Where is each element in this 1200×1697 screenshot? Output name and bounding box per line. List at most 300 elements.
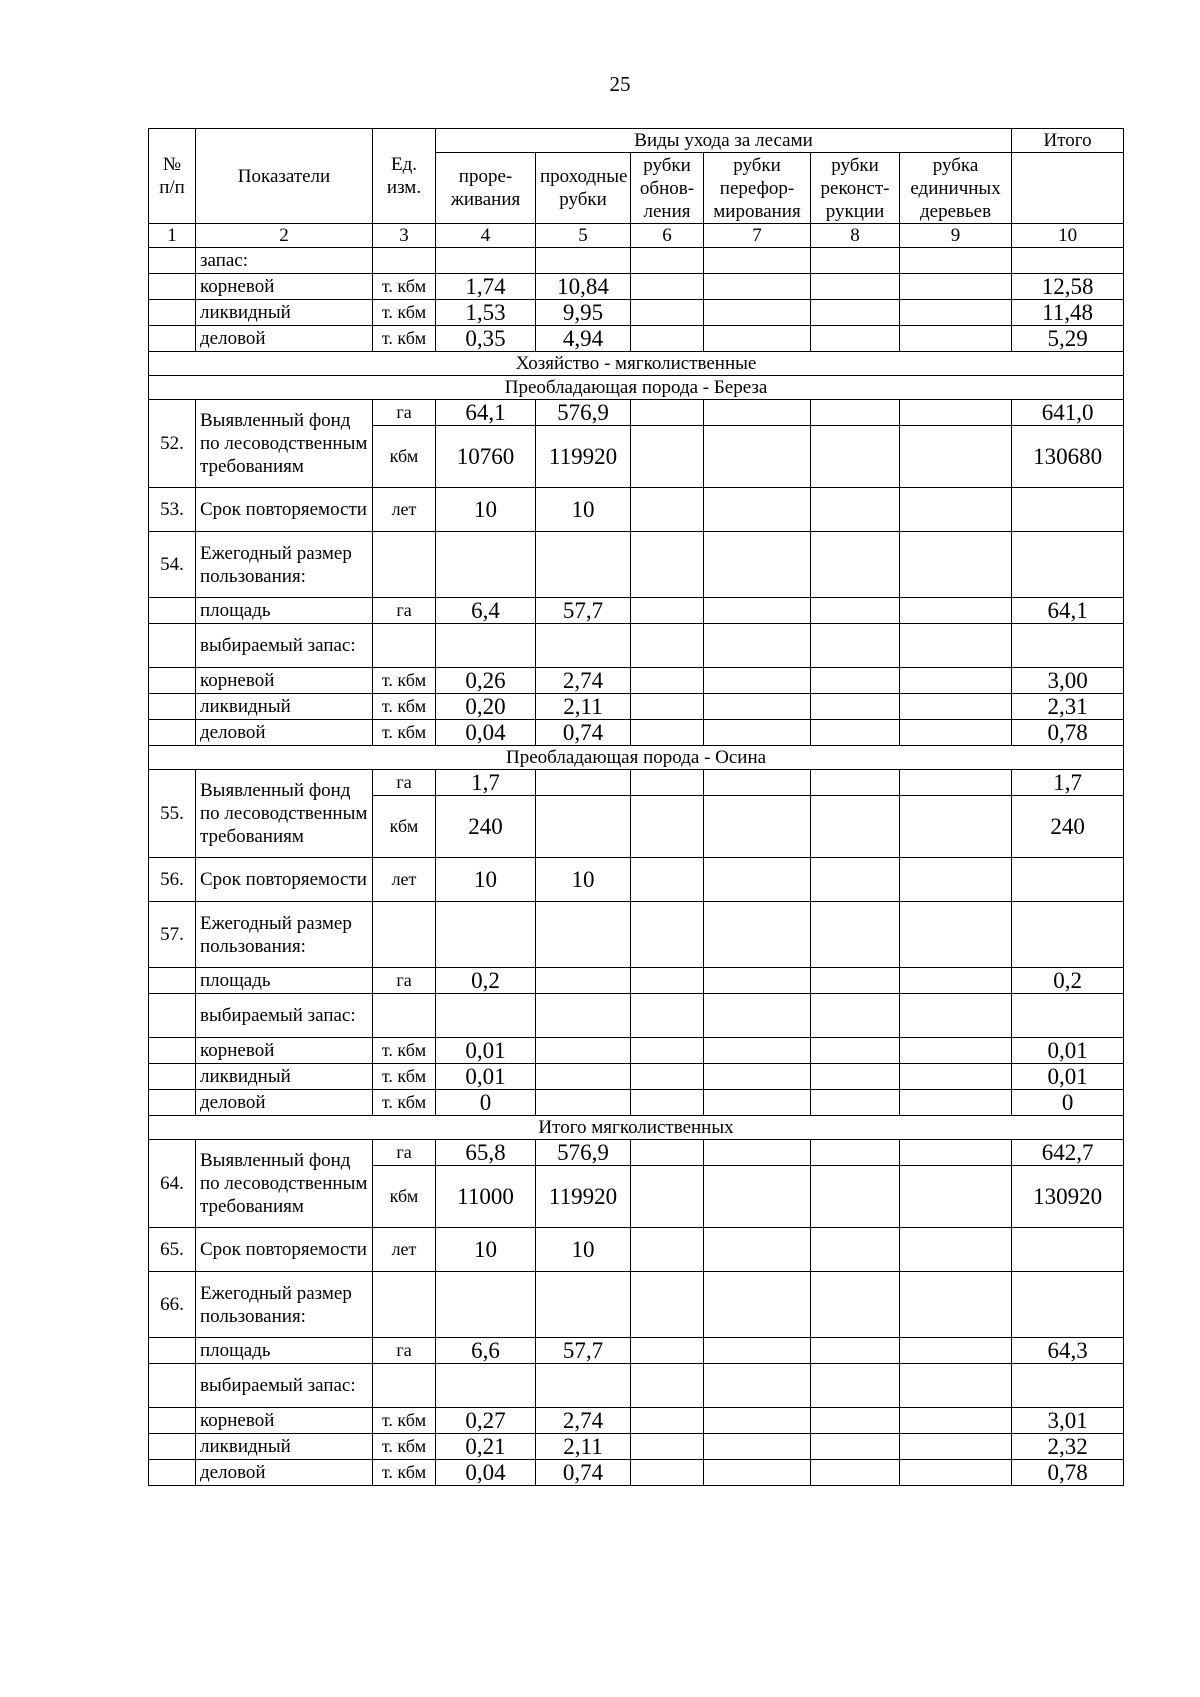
- row-unit: лет: [373, 858, 436, 902]
- table-row: [149, 532, 1124, 598]
- value-total: 64,1: [1012, 598, 1124, 624]
- row-number: [149, 1338, 196, 1364]
- value-thinning: 0,27: [436, 1408, 536, 1434]
- value-thinning: 0: [436, 1090, 536, 1116]
- header-column-numbers: [149, 224, 1124, 248]
- row-unit: т. кбм: [373, 1038, 436, 1064]
- value-total: 3,01: [1012, 1408, 1124, 1434]
- row-unit: кбм: [373, 1166, 436, 1228]
- column-number: 5: [536, 224, 631, 248]
- empty-cell: [704, 300, 811, 326]
- column-number: 3: [373, 224, 436, 248]
- row-number: [149, 994, 196, 1038]
- empty-cell: [811, 300, 900, 326]
- value-thinning: 10: [436, 1228, 536, 1272]
- section-title: Преобладающая порода - Осина: [149, 746, 1124, 770]
- empty-cell: [631, 1090, 704, 1116]
- value-thinning: 1,74: [436, 274, 536, 300]
- row-label: ликвидный: [196, 1434, 373, 1460]
- value-thinning: 240: [436, 796, 536, 858]
- header-type-thinning: проре-живания: [436, 153, 536, 224]
- empty-cell: [811, 426, 900, 488]
- row-unit: кбм: [373, 426, 436, 488]
- value-passage-cutting: 0,74: [536, 720, 631, 746]
- row-unit: [373, 248, 436, 274]
- empty-cell: [631, 1364, 704, 1408]
- header-type-passage-cutting: проходные рубки: [536, 153, 631, 224]
- row-label: деловой: [196, 1460, 373, 1486]
- empty-cell: [704, 248, 811, 274]
- value-total: [1012, 858, 1124, 902]
- row-unit: лет: [373, 488, 436, 532]
- value-total: 12,58: [1012, 274, 1124, 300]
- empty-cell: [811, 720, 900, 746]
- row-number: [149, 300, 196, 326]
- empty-cell: [900, 326, 1012, 352]
- value-passage-cutting: 10: [536, 1228, 631, 1272]
- row-label: Ежегодный размер пользования:: [196, 532, 373, 598]
- empty-cell: [631, 694, 704, 720]
- value-passage-cutting: 4,94: [536, 326, 631, 352]
- row-unit: [373, 1364, 436, 1408]
- value-passage-cutting: 2,74: [536, 1408, 631, 1434]
- row-number: [149, 1434, 196, 1460]
- empty-cell: [704, 720, 811, 746]
- table-row: [149, 902, 1124, 968]
- row-number: 66.: [149, 1272, 196, 1338]
- empty-cell: [900, 858, 1012, 902]
- empty-cell: [811, 968, 900, 994]
- empty-cell: [631, 532, 704, 598]
- empty-cell: [811, 1038, 900, 1064]
- row-unit: кбм: [373, 796, 436, 858]
- empty-cell: [900, 694, 1012, 720]
- row-label: корневой: [196, 1408, 373, 1434]
- empty-cell: [631, 1272, 704, 1338]
- empty-cell: [900, 1408, 1012, 1434]
- row-unit: т. кбм: [373, 668, 436, 694]
- value-total: [1012, 1228, 1124, 1272]
- value-thinning: 1,53: [436, 300, 536, 326]
- row-label: площадь: [196, 598, 373, 624]
- empty-cell: [900, 1272, 1012, 1338]
- section-row: [149, 376, 1124, 400]
- empty-cell: [900, 426, 1012, 488]
- empty-cell: [631, 770, 704, 796]
- value-passage-cutting: 9,95: [536, 300, 631, 326]
- table-row: [149, 400, 1124, 426]
- empty-cell: [631, 300, 704, 326]
- empty-cell: [900, 1038, 1012, 1064]
- row-unit: т. кбм: [373, 300, 436, 326]
- empty-cell: [704, 1338, 811, 1364]
- empty-cell: [811, 994, 900, 1038]
- empty-cell: [631, 598, 704, 624]
- section-row: [149, 352, 1124, 376]
- row-unit: т. кбм: [373, 694, 436, 720]
- row-label: ликвидный: [196, 300, 373, 326]
- value-passage-cutting: [536, 248, 631, 274]
- value-thinning: 0,04: [436, 720, 536, 746]
- row-label: Срок повторяемости: [196, 1228, 373, 1272]
- empty-cell: [811, 694, 900, 720]
- empty-cell: [900, 1338, 1012, 1364]
- column-number: 9: [900, 224, 1012, 248]
- value-total: [1012, 488, 1124, 532]
- column-number: 1: [149, 224, 196, 248]
- header-col-num: № п/п: [149, 129, 196, 224]
- empty-cell: [631, 668, 704, 694]
- table-row: [149, 326, 1124, 352]
- row-unit: га: [373, 400, 436, 426]
- value-passage-cutting: [536, 994, 631, 1038]
- empty-cell: [704, 1272, 811, 1338]
- empty-cell: [900, 400, 1012, 426]
- value-total: [1012, 532, 1124, 598]
- empty-cell: [631, 902, 704, 968]
- value-thinning: 6,4: [436, 598, 536, 624]
- value-total: 2,32: [1012, 1434, 1124, 1460]
- empty-cell: [704, 426, 811, 488]
- row-unit: т. кбм: [373, 1434, 436, 1460]
- row-number: [149, 1364, 196, 1408]
- section-title: Итого мягколиственных: [149, 1116, 1124, 1140]
- empty-cell: [811, 1090, 900, 1116]
- header-group-care-types: Виды ухода за лесами: [436, 129, 1012, 153]
- value-total: [1012, 994, 1124, 1038]
- row-number: [149, 1408, 196, 1434]
- empty-cell: [811, 902, 900, 968]
- empty-cell: [900, 1090, 1012, 1116]
- row-number: [149, 274, 196, 300]
- empty-cell: [704, 694, 811, 720]
- value-thinning: 0,26: [436, 668, 536, 694]
- section-row: [149, 746, 1124, 770]
- empty-cell: [704, 1166, 811, 1228]
- header-type-renewal-cutting: рубки обнов-ления: [631, 153, 704, 224]
- value-thinning: 0,01: [436, 1038, 536, 1064]
- header-type-reformation-cutting: рубки перефор-мирования: [704, 153, 811, 224]
- empty-cell: [704, 968, 811, 994]
- empty-cell: [900, 796, 1012, 858]
- header-type-reconstruction-cutting: рубки реконст-рукции: [811, 153, 900, 224]
- value-passage-cutting: 10: [536, 858, 631, 902]
- row-label: Выявленный фонд по лесоводственным требованиям: [196, 770, 373, 858]
- empty-cell: [631, 1166, 704, 1228]
- value-thinning: 0,01: [436, 1064, 536, 1090]
- value-thinning: 1,7: [436, 770, 536, 796]
- table-body: [149, 248, 1124, 1486]
- value-total: 0,78: [1012, 720, 1124, 746]
- value-thinning: 10760: [436, 426, 536, 488]
- value-passage-cutting: 10,84: [536, 274, 631, 300]
- row-unit: т. кбм: [373, 1408, 436, 1434]
- value-passage-cutting: 0,74: [536, 1460, 631, 1486]
- row-number: [149, 720, 196, 746]
- table-header: [149, 129, 1124, 248]
- row-label: запас:: [196, 248, 373, 274]
- value-total: 11,48: [1012, 300, 1124, 326]
- value-total: 130680: [1012, 426, 1124, 488]
- empty-cell: [704, 1434, 811, 1460]
- empty-cell: [704, 624, 811, 668]
- empty-cell: [631, 1460, 704, 1486]
- value-thinning: 0,04: [436, 1460, 536, 1486]
- row-number: [149, 598, 196, 624]
- row-number: [149, 668, 196, 694]
- row-unit: т. кбм: [373, 274, 436, 300]
- value-passage-cutting: 2,74: [536, 668, 631, 694]
- value-total: [1012, 1272, 1124, 1338]
- empty-cell: [900, 1064, 1012, 1090]
- empty-cell: [704, 994, 811, 1038]
- value-total: [1012, 1364, 1124, 1408]
- section-title: Преобладающая порода - Береза: [149, 376, 1124, 400]
- column-number: 8: [811, 224, 900, 248]
- row-number: [149, 1064, 196, 1090]
- empty-cell: [631, 1064, 704, 1090]
- header-total-empty: [1012, 153, 1124, 224]
- empty-cell: [704, 1090, 811, 1116]
- value-thinning: 64,1: [436, 400, 536, 426]
- row-unit: га: [373, 598, 436, 624]
- empty-cell: [900, 1364, 1012, 1408]
- empty-cell: [811, 532, 900, 598]
- value-thinning: 6,6: [436, 1338, 536, 1364]
- empty-cell: [631, 1228, 704, 1272]
- row-number: [149, 1038, 196, 1064]
- empty-cell: [900, 1434, 1012, 1460]
- value-thinning: [436, 1364, 536, 1408]
- row-unit: [373, 902, 436, 968]
- value-thinning: 0,20: [436, 694, 536, 720]
- column-number: 7: [704, 224, 811, 248]
- empty-cell: [811, 326, 900, 352]
- empty-cell: [631, 1038, 704, 1064]
- row-number: [149, 624, 196, 668]
- row-unit: га: [373, 1338, 436, 1364]
- row-number: 65.: [149, 1228, 196, 1272]
- page-number: 25: [609, 72, 631, 96]
- row-label: деловой: [196, 720, 373, 746]
- value-passage-cutting: 2,11: [536, 694, 631, 720]
- value-thinning: [436, 994, 536, 1038]
- table-row: [149, 994, 1124, 1038]
- empty-cell: [704, 902, 811, 968]
- empty-cell: [900, 770, 1012, 796]
- empty-cell: [631, 624, 704, 668]
- value-thinning: [436, 902, 536, 968]
- empty-cell: [900, 720, 1012, 746]
- header-col-total: Итого: [1012, 129, 1124, 153]
- empty-cell: [811, 1338, 900, 1364]
- empty-cell: [704, 1140, 811, 1166]
- value-passage-cutting: [536, 770, 631, 796]
- value-passage-cutting: 119920: [536, 1166, 631, 1228]
- value-total: 64,3: [1012, 1338, 1124, 1364]
- value-passage-cutting: [536, 532, 631, 598]
- table-row: [149, 1272, 1124, 1338]
- empty-cell: [631, 326, 704, 352]
- row-unit: га: [373, 770, 436, 796]
- empty-cell: [811, 796, 900, 858]
- empty-cell: [704, 488, 811, 532]
- empty-cell: [811, 858, 900, 902]
- value-total: 0,01: [1012, 1038, 1124, 1064]
- empty-cell: [704, 1364, 811, 1408]
- value-passage-cutting: [536, 1064, 631, 1090]
- forest-care-table: [148, 128, 1124, 1486]
- value-thinning: 0,2: [436, 968, 536, 994]
- table-row: [149, 488, 1124, 532]
- empty-cell: [811, 1166, 900, 1228]
- empty-cell: [811, 1140, 900, 1166]
- empty-cell: [811, 1434, 900, 1460]
- empty-cell: [900, 994, 1012, 1038]
- table-row: [149, 1434, 1124, 1460]
- row-label: корневой: [196, 1038, 373, 1064]
- column-number: 4: [436, 224, 536, 248]
- empty-cell: [900, 274, 1012, 300]
- row-unit: [373, 1272, 436, 1338]
- empty-cell: [704, 1064, 811, 1090]
- empty-cell: [704, 796, 811, 858]
- row-number: 64.: [149, 1140, 196, 1228]
- empty-cell: [811, 598, 900, 624]
- value-passage-cutting: 57,7: [536, 598, 631, 624]
- row-unit: [373, 994, 436, 1038]
- value-thinning: 0,21: [436, 1434, 536, 1460]
- value-passage-cutting: [536, 1364, 631, 1408]
- value-thinning: [436, 1272, 536, 1338]
- row-label: деловой: [196, 1090, 373, 1116]
- table-row: [149, 1338, 1124, 1364]
- value-total: 2,31: [1012, 694, 1124, 720]
- empty-cell: [811, 400, 900, 426]
- empty-cell: [811, 1364, 900, 1408]
- row-label: Ежегодный размер пользования:: [196, 902, 373, 968]
- row-label: площадь: [196, 1338, 373, 1364]
- row-label: Срок повторяемости: [196, 858, 373, 902]
- row-unit: [373, 532, 436, 598]
- empty-cell: [811, 1460, 900, 1486]
- row-number: 56.: [149, 858, 196, 902]
- row-number: [149, 968, 196, 994]
- empty-cell: [704, 1038, 811, 1064]
- value-passage-cutting: [536, 1090, 631, 1116]
- empty-cell: [900, 1166, 1012, 1228]
- table-row: [149, 1038, 1124, 1064]
- row-label: деловой: [196, 326, 373, 352]
- value-total: 3,00: [1012, 668, 1124, 694]
- empty-cell: [900, 1228, 1012, 1272]
- row-label: Выявленный фонд по лесоводственным требованиям: [196, 1140, 373, 1228]
- row-unit: т. кбм: [373, 1460, 436, 1486]
- value-thinning: [436, 248, 536, 274]
- empty-cell: [631, 1140, 704, 1166]
- value-thinning: 11000: [436, 1166, 536, 1228]
- empty-cell: [811, 1408, 900, 1434]
- empty-cell: [704, 274, 811, 300]
- table-row: [149, 1364, 1124, 1408]
- value-passage-cutting: 119920: [536, 426, 631, 488]
- value-passage-cutting: 576,9: [536, 1140, 631, 1166]
- value-passage-cutting: [536, 1272, 631, 1338]
- empty-cell: [631, 994, 704, 1038]
- empty-cell: [811, 274, 900, 300]
- empty-cell: [704, 1408, 811, 1434]
- row-label: корневой: [196, 668, 373, 694]
- empty-cell: [811, 624, 900, 668]
- table-row: [149, 1460, 1124, 1486]
- row-label: Ежегодный размер пользования:: [196, 1272, 373, 1338]
- table-row: [149, 858, 1124, 902]
- row-unit: га: [373, 1140, 436, 1166]
- header-col-indicator: Показатели: [196, 129, 373, 224]
- empty-cell: [900, 624, 1012, 668]
- value-thinning: 10: [436, 488, 536, 532]
- header-type-single-tree-cutting: рубка единичных деревьев: [900, 153, 1012, 224]
- empty-cell: [631, 1338, 704, 1364]
- empty-cell: [631, 1434, 704, 1460]
- empty-cell: [704, 1460, 811, 1486]
- empty-cell: [704, 400, 811, 426]
- row-number: [149, 1090, 196, 1116]
- value-passage-cutting: 2,11: [536, 1434, 631, 1460]
- column-number: 6: [631, 224, 704, 248]
- table-row: [149, 770, 1124, 796]
- empty-cell: [631, 858, 704, 902]
- empty-cell: [631, 400, 704, 426]
- value-passage-cutting: 10: [536, 488, 631, 532]
- value-passage-cutting: [536, 1038, 631, 1064]
- row-label: корневой: [196, 274, 373, 300]
- value-total: 0,01: [1012, 1064, 1124, 1090]
- empty-cell: [811, 770, 900, 796]
- table-row: [149, 1090, 1124, 1116]
- row-number: [149, 694, 196, 720]
- empty-cell: [631, 488, 704, 532]
- row-unit: т. кбм: [373, 720, 436, 746]
- empty-cell: [704, 532, 811, 598]
- empty-cell: [811, 488, 900, 532]
- row-label: выбираемый запас:: [196, 1364, 373, 1408]
- row-unit: т. кбм: [373, 1090, 436, 1116]
- empty-cell: [811, 1272, 900, 1338]
- value-passage-cutting: [536, 902, 631, 968]
- value-passage-cutting: [536, 968, 631, 994]
- row-unit: [373, 624, 436, 668]
- value-total: [1012, 902, 1124, 968]
- value-total: 130920: [1012, 1166, 1124, 1228]
- value-total: 0,2: [1012, 968, 1124, 994]
- row-number: [149, 1460, 196, 1486]
- empty-cell: [900, 902, 1012, 968]
- empty-cell: [631, 796, 704, 858]
- table-row: [149, 694, 1124, 720]
- empty-cell: [631, 426, 704, 488]
- table-row: [149, 1140, 1124, 1166]
- value-passage-cutting: [536, 624, 631, 668]
- empty-cell: [631, 274, 704, 300]
- empty-cell: [900, 532, 1012, 598]
- value-total: 0,78: [1012, 1460, 1124, 1486]
- table-row: [149, 1228, 1124, 1272]
- value-total: 0: [1012, 1090, 1124, 1116]
- value-thinning: 0,35: [436, 326, 536, 352]
- empty-cell: [900, 488, 1012, 532]
- row-number: 54.: [149, 532, 196, 598]
